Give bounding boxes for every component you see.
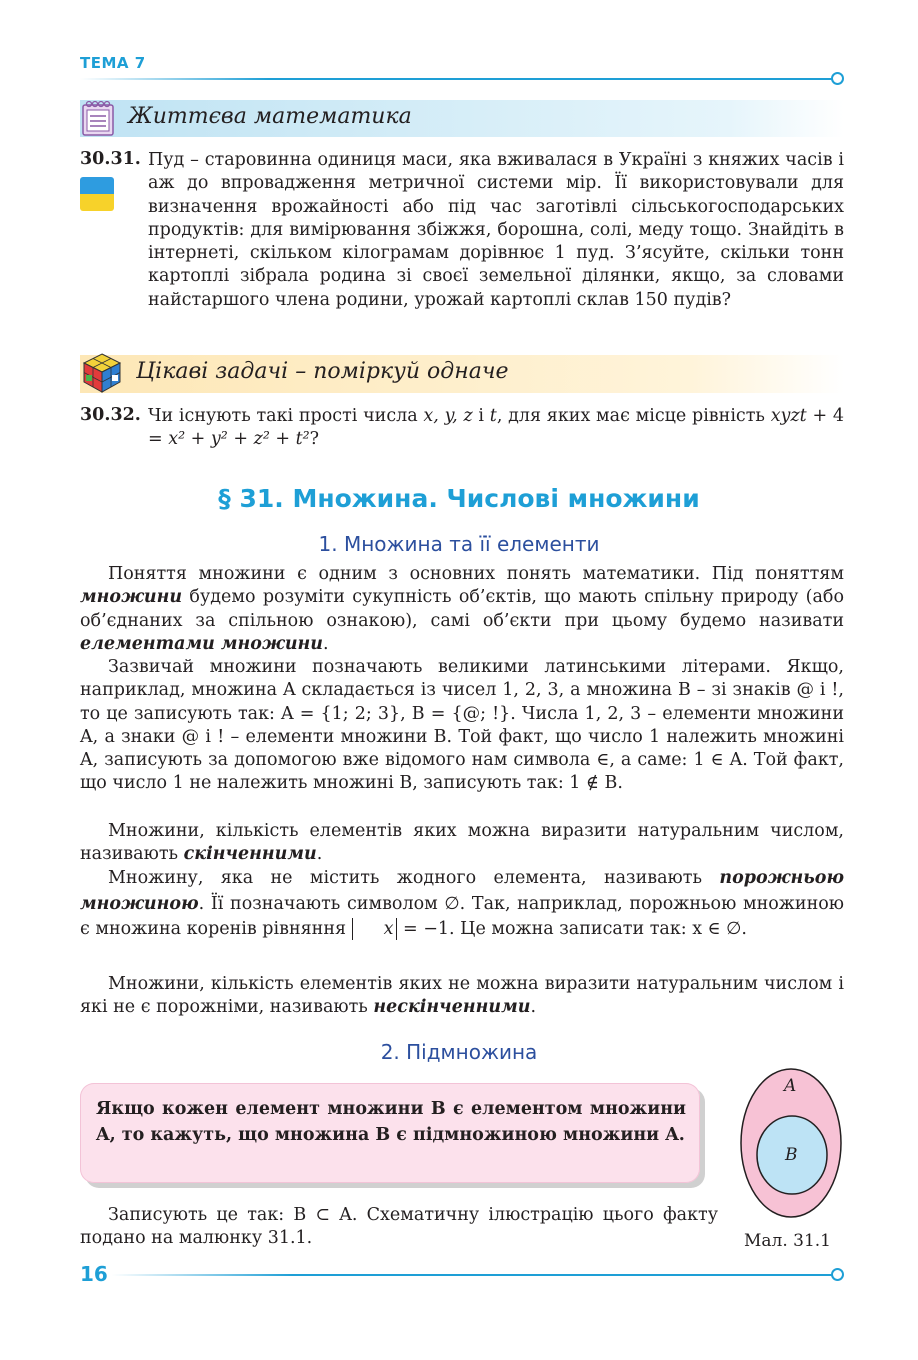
problem-text-3031: Пуд – старовинна одиниця маси, яка вживалася в Україні з княжих часів і аж до впровадження метричної системи мір. Її використовували для визначення врожайності або під час заготівлі сільськогосподарських продуктів: для вимірювання збіжжя, борошна, солі, меду тощо. Знайдіть в інтернеті, скільком кілограмам дорівнює 1 пуд. З’ясуйте, скільки тонн картоплі зібрала родина зі своєї земельної ділянки, якщо, за словами найстаршого члена родини, урожай картоплі склав 150 пудів? xyxy=(148,150,844,310)
paragraph-4: Множину, яка не містить жодного елемента, називають порожньою множиною. Її позначають символом ∅. Так, наприклад, порожньою множиною є множина коренів рівняння x = −1. Це можна записати так: x ∈ ∅. xyxy=(80,868,844,939)
section-title: § 31. Множина. Числові множини xyxy=(218,484,700,513)
problem-number-3031: 30.31. xyxy=(80,149,141,169)
set-b-label: B xyxy=(785,1145,798,1165)
footer-rule xyxy=(112,1274,832,1276)
ukraine-flag-icon xyxy=(80,177,114,211)
life-math-heading: Життєва математика xyxy=(128,104,412,129)
definition-text: Якщо кожен елемент множини B є елементом множини A, то кажуть, що множина B є підмножиною множини A. xyxy=(96,1099,686,1145)
header-rule xyxy=(80,78,832,80)
header-rule-end-circle xyxy=(831,72,844,85)
subsection-title-2: 2. Підмножина xyxy=(380,1040,538,1064)
paragraph-5: Множини, кількість елементів яких не можна виразити натуральним числом і які не є порожніми, називають нескінченними. xyxy=(80,974,844,1018)
set-a-label: A xyxy=(784,1076,797,1096)
interesting-problems-heading: Цікаві задачі – поміркуй одначе xyxy=(136,359,509,384)
rubiks-cube-icon xyxy=(80,351,124,395)
interesting-problems-banner xyxy=(80,355,844,393)
absolute-value-x: x xyxy=(352,918,398,940)
paragraph-6: Записують це так: B ⊂ A. Схематичну ілюстрацію цього факту подано на малюнку 31.1. xyxy=(80,1205,718,1249)
problem-text-3032: Чи існують такі прості числа x, y, z і t, для яких має місце рівність xyzt + 4 = x² + y² + z² + t²? xyxy=(148,406,844,450)
figure-caption: Мал. 31.1 xyxy=(744,1231,832,1251)
equation-lhs: xyzt xyxy=(770,406,807,426)
paragraph-3: Множини, кількість елементів яких можна виразити натуральним числом, називають скінченними. xyxy=(80,821,844,865)
paragraph-1: Поняття множини є одним з основних понять математики. Під поняттям множини будемо розуміти сукупність об’єктів, що мають спільну природу (або об’єднаних за спільною ознакою), самі об’єкти при цьому будемо називати елементами множини. xyxy=(80,564,844,654)
page-number: 16 xyxy=(80,1262,108,1286)
topic-label: ТЕМА 7 xyxy=(80,54,146,72)
subsection-title-1: 1. Множина та її елементи xyxy=(318,532,600,556)
definition-box xyxy=(80,1083,700,1183)
problem-number-3032: 30.32. xyxy=(80,405,141,425)
equation-rhs: x² + y² + z² + t² xyxy=(168,429,310,450)
paragraph-2: Зазвичай множини позначають великими латинськими літерами. Якщо, наприклад, множина A складається із чисел 1, 2, 3, а множина B – зі знаків @ і !, то це записують так: A = {1; 2; 3}, B = {@; !}. Числа 1, 2, 3 – елементи множини A, а знаки @ і ! – елементи множини B. Той факт, що число 1 належить множині A, записують за допомогою вже відомого нам символа ∈, а саме: 1 ∈ A. Той факт, що число 1 не належить множині B, записують так: 1 ∉ B. xyxy=(80,657,844,794)
venn-diagram xyxy=(738,1066,846,1220)
footer-rule-end-circle xyxy=(831,1268,844,1281)
life-math-banner xyxy=(80,100,844,137)
notebook-icon xyxy=(80,99,116,137)
